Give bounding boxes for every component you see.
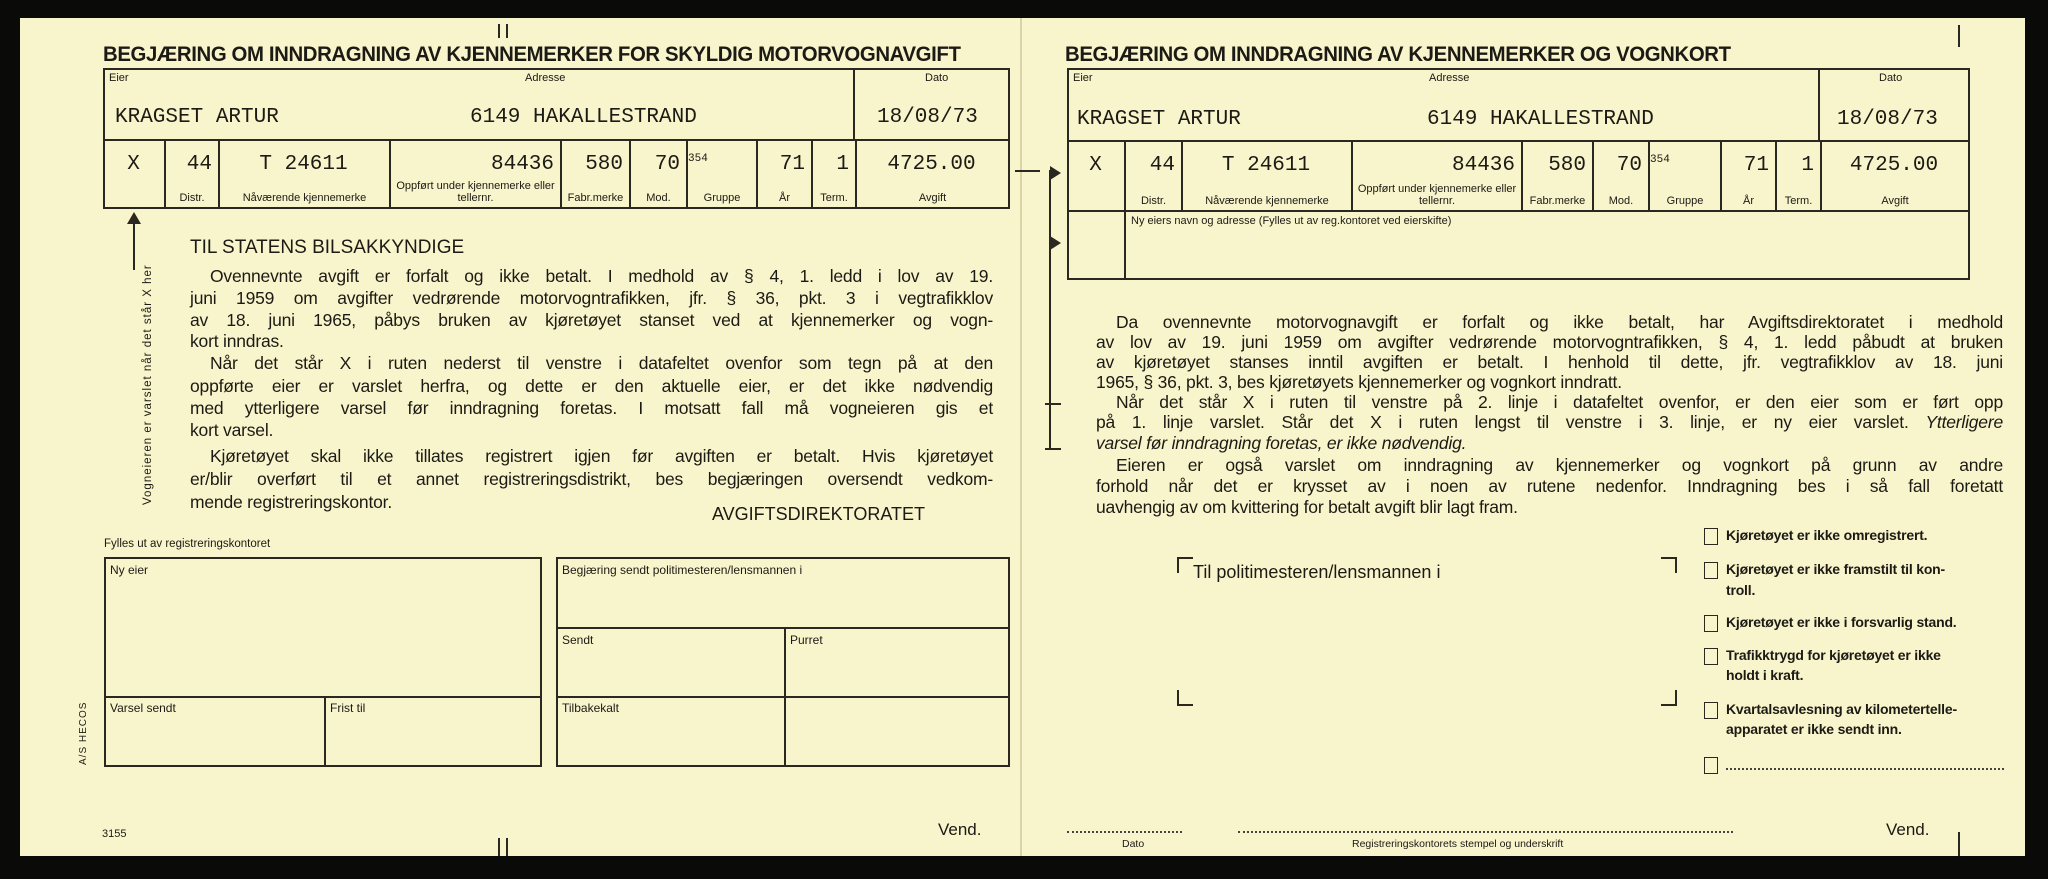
fold-marker — [1015, 170, 1040, 172]
paragraph-line: av 18. juni 1965, påbys bruken av kjøretøyet stanset ved at kjennemerker og vogn- — [190, 310, 993, 330]
checkbox-odometer-missing[interactable] — [1704, 702, 1718, 719]
margin-line — [1049, 170, 1051, 450]
side-note: Vogneieren er varslet når det står X her — [142, 264, 154, 505]
paragraph-line: Da ovennevnte motorvognavgift er forfalt og ikke betalt, har Avgiftsdirektoratet i medhold — [1116, 312, 2003, 332]
fee-value: 4725.00 — [1849, 154, 1939, 177]
tick-mark — [506, 838, 508, 856]
group-value: 354 — [1650, 154, 1670, 166]
arrow-head-icon — [127, 212, 141, 224]
checkbox-label: holdt i kraft. — [1726, 667, 1804, 683]
address-label: Adresse — [525, 72, 566, 84]
request-sent-field: Begjæring sendt politimesteren/lensmannen i — [562, 563, 803, 577]
signature-authority: AVGIFTSDIREKTORATET — [712, 504, 926, 524]
term-value: 1 — [1801, 154, 1814, 177]
deadline-field: Frist til — [330, 701, 366, 715]
turn-over-note: Vend. — [938, 820, 982, 839]
make-value: 580 — [585, 153, 623, 176]
italic-text: Ytterligere — [1925, 412, 2003, 432]
plate-label: Nåværende kjennemerke — [242, 192, 367, 204]
registry-right-box — [556, 557, 1010, 767]
arrow-up-icon — [133, 222, 135, 270]
address-corner — [1661, 690, 1677, 706]
checkbox-label: Kvartalsavlesning av kilometertelle- — [1726, 701, 1957, 717]
paragraph-line — [1096, 412, 2003, 433]
fee-label: Avgift — [1881, 195, 1909, 207]
row-pointer-icon — [1050, 166, 1061, 180]
police-address-label: Til politimesteren/lensmannen i — [1193, 562, 1441, 582]
district-value: 44 — [1149, 154, 1175, 177]
district-label: Distr. — [179, 192, 205, 204]
address-value: 6149 HAKALLESTRAND — [1427, 108, 1654, 131]
date-field-label: Dato — [1122, 838, 1145, 850]
paragraph-line: Kjøretøyet skal ikke tillates registrert igjen før avgiften er betalt. Hvis kjøretøyet — [210, 446, 993, 466]
date-value: 18/08/73 — [877, 106, 978, 129]
turn-over-note: Vend. — [1886, 820, 1930, 839]
new-owner-field: Ny eier — [110, 563, 149, 577]
registered-value: 84436 — [1451, 154, 1515, 177]
paragraph-line: Eieren er også varslet om inndragning av kjennemerker og vognkort på grunn av andre — [1116, 455, 2003, 475]
year-value: 71 — [1743, 154, 1769, 177]
printer-name: A/S HECOS — [78, 701, 89, 765]
stamp-signature-field[interactable] — [1238, 831, 1733, 833]
make-label: Fabr.merke — [1529, 195, 1586, 207]
sent-field: Sendt — [562, 633, 594, 647]
divider — [558, 696, 1008, 698]
row-pointer-icon — [1050, 236, 1061, 250]
checkbox-other[interactable] — [1704, 757, 1718, 774]
right-form-title: BEGJÆRING OM INNDRAGNING AV KJENNEMERKER OG VOGNKORT — [1065, 43, 1731, 66]
registered-label: Oppført under kjennemerke eller tellernr. — [396, 180, 555, 204]
paragraph-line: Når det står X i ruten nederst til venstre i datafeltet ovenfor som tegn på at den — [210, 353, 993, 373]
address-corner — [1177, 557, 1193, 573]
group-label: Gruppe — [703, 192, 741, 204]
paragraph-line: forhold når det er krysset av i noen av rutene nedenfor. Inndragning bes i så fall foretatt — [1096, 476, 2003, 496]
registry-caption: Fylles ut av registreringskontoret — [104, 538, 271, 550]
tick-mark — [506, 24, 508, 38]
margin-mark — [1045, 403, 1061, 405]
address-corner — [1661, 557, 1677, 573]
year-value: 71 — [779, 153, 805, 176]
term-label: Term. — [1784, 195, 1813, 207]
owner-label: Eier — [109, 72, 129, 84]
model-label: Mod. — [646, 192, 671, 204]
district-value: 44 — [186, 153, 212, 176]
recipient-heading: TIL STATENS BILSAKKYNDIGE — [190, 237, 465, 258]
address-value: 6149 HAKALLESTRAND — [470, 106, 697, 129]
paragraph-line: kort varsel. — [190, 420, 274, 440]
notice-mark: X — [1089, 154, 1102, 177]
term-value: 1 — [836, 153, 849, 176]
checkbox-label: Kjøretøyet er ikke i forsvarlig stand. — [1726, 614, 1957, 630]
tick-mark — [498, 24, 500, 38]
paragraph-line: kort inndras. — [190, 331, 284, 351]
owner-value: KRAGSET ARTUR — [115, 106, 279, 129]
term-label: Term. — [820, 192, 848, 204]
divider — [853, 70, 855, 139]
fee-label: Avgift — [918, 192, 947, 204]
vehicle-data-row — [1069, 140, 1968, 210]
plate-value: T 24611 — [259, 153, 348, 176]
owner-label: Eier — [1073, 72, 1093, 84]
divider — [1818, 70, 1820, 140]
left-form-title: BEGJÆRING OM INNDRAGNING AV KJENNEMERKER FOR SKYLDIG MOTORVOGNAVGIFT — [103, 43, 961, 66]
model-value: 70 — [1616, 154, 1642, 177]
divider — [784, 627, 786, 765]
year-label: År — [1743, 195, 1754, 207]
paragraph-line: mende registreringskontor. — [190, 492, 392, 512]
paragraph-line: Når det står X i ruten til venstre på 2. linje i datafeltet ovenfor, er den eier som er ført opp — [1116, 392, 2003, 412]
divider — [558, 627, 1008, 629]
plate-value: T 24611 — [1221, 154, 1311, 177]
paragraph-line: av kjøretøyet stanses inntil avgiften er betalt. I henhold til dette, jfr. vegtrafikklov av 18. juni — [1096, 352, 2003, 372]
form-number: 3155 — [102, 828, 127, 840]
other-reason-field[interactable] — [1726, 768, 2004, 770]
date-value: 18/08/73 — [1837, 108, 1938, 131]
fee-value: 4725.00 — [887, 153, 976, 176]
checkbox-label: Kjøretøyet er ikke framstilt til kon- — [1726, 561, 1945, 577]
year-label: År — [779, 192, 790, 204]
divider — [106, 696, 540, 698]
date-field[interactable] — [1067, 831, 1182, 833]
paragraph-line: varsel før inndragning foretas, er ikke nødvendig. — [1096, 433, 1467, 453]
notice-mark: X — [127, 153, 140, 176]
tick-mark — [498, 838, 500, 856]
checkbox-not-reregistered[interactable] — [1704, 528, 1718, 545]
address-label: Adresse — [1429, 72, 1470, 84]
registered-label: Oppført under kjennemerke eller tellernr. — [1357, 183, 1517, 207]
address-corner — [1177, 690, 1193, 706]
stamp-signature-label: Registreringskontorets stempel og underskrift — [1352, 838, 1564, 850]
paragraph-line: oppførte eier er varslet herfra, og dette er den aktuelle eier, er det ikke nødvendig — [190, 376, 993, 396]
tick-mark — [1958, 832, 1960, 856]
owner-value: KRAGSET ARTUR — [1077, 108, 1241, 131]
date-label: Dato — [1879, 72, 1903, 84]
group-label: Gruppe — [1666, 195, 1704, 207]
checkbox-no-insurance[interactable] — [1704, 648, 1718, 665]
make-label: Fabr.merke — [567, 192, 624, 204]
checkbox-label: Trafikktrygd for kjøretøyet er ikke — [1726, 647, 1941, 663]
margin-mark — [1045, 448, 1061, 450]
plate-label: Nåværende kjennemerke — [1205, 195, 1329, 207]
checkbox-label: apparatet er ikke sendt inn. — [1726, 721, 1902, 737]
group-value: 354 — [688, 153, 708, 165]
paragraph-line: 1965, § 36, pkt. 3, bes kjøretøyets kjennemerker og vognkort inndratt. — [1096, 372, 1622, 392]
checkbox-not-inspected[interactable] — [1704, 562, 1718, 579]
model-label: Mod. — [1608, 195, 1634, 207]
line-text: på 1. linje varslet. Står det X i ruten lengst til venstre i 3. linje, er ny eier varslet. — [1096, 412, 1909, 432]
right-vehicle-table — [1067, 68, 1970, 280]
notice-sent-field: Varsel sendt — [110, 701, 176, 715]
paragraph-line: er/blir overført til et annet registreringsdistrikt, bes begjæringen oversendt vedkom- — [190, 469, 993, 489]
vehicle-data-row — [105, 139, 1008, 207]
new-owner-row — [1069, 210, 1968, 278]
registered-value: 84436 — [490, 153, 554, 176]
left-vehicle-table — [103, 68, 1010, 209]
checkbox-label: troll. — [1726, 582, 1756, 598]
paragraph-line: uavhengig av om kvittering for betalt avgift blir lagt fram. — [1096, 497, 1518, 517]
date-label: Dato — [925, 72, 949, 84]
divider — [324, 696, 326, 765]
checkbox-unsafe-condition[interactable] — [1704, 615, 1718, 632]
divider — [1124, 212, 1126, 278]
new-owner-label: Ny eiers navn og adresse (Fylles ut av reg.kontoret ved eierskifte) — [1131, 215, 1452, 227]
tick-mark — [1958, 25, 1960, 47]
make-value: 580 — [1548, 154, 1586, 177]
paragraph-line: med ytterligere varsel før inndragning foretas. I motsatt fall må vogneieren gis et — [190, 398, 993, 418]
model-value: 70 — [654, 153, 680, 176]
registry-left-box — [104, 557, 542, 767]
district-label: Distr. — [1140, 195, 1167, 207]
paragraph-line: Ovennevnte avgift er forfalt og ikke betalt. I medhold av § 4, 1. ledd i lov av 19. — [210, 266, 993, 286]
paragraph-line: av lov av 19. juni 1959 om avgifter vedrørende motorvogntrafikken, § 4, 1. ledd påbudt at bruken — [1096, 332, 2003, 352]
withdrawn-field: Tilbakekalt — [562, 701, 619, 715]
reminded-field: Purret — [790, 633, 823, 647]
perforation-fold — [1020, 18, 1022, 856]
paragraph-line: juni 1959 om avgifter vedrørende motorvogntrafikken, jfr. § 36, pkt. 3 i vegtrafikklov — [190, 288, 993, 308]
checkbox-label: Kjøretøyet er ikke omregistrert. — [1726, 527, 1928, 543]
